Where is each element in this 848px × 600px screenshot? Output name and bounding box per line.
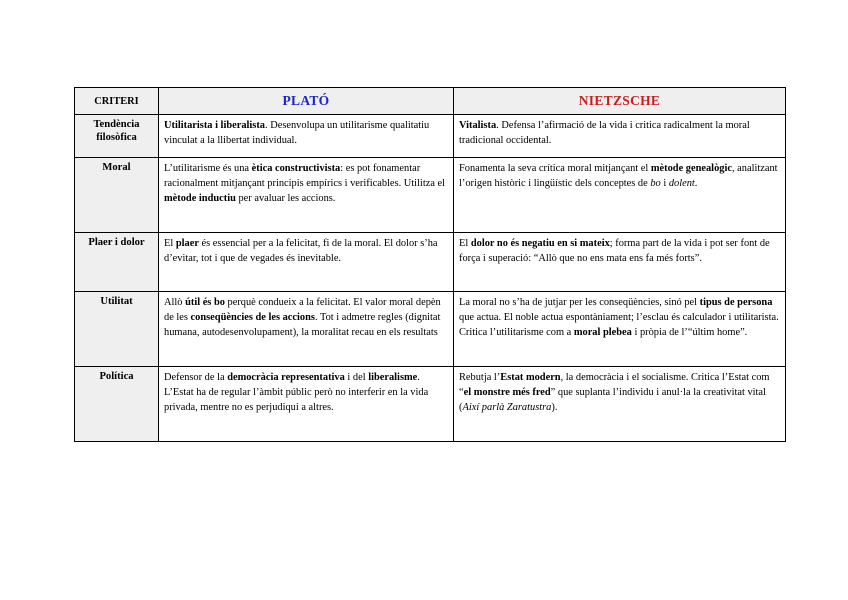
nietzsche-cell xyxy=(454,367,786,442)
bold-run: tipus de persona xyxy=(699,297,773,308)
text-run: que actua. El noble actua espontàniament; l’esclau és calculador i utilitarista. Critica l’utilitarisme com a xyxy=(459,312,779,338)
nietzsche-cell xyxy=(454,292,786,367)
plato-cell xyxy=(159,158,454,233)
text-run: El xyxy=(459,238,471,249)
text-run: i xyxy=(660,178,669,189)
text-run: El xyxy=(164,238,176,249)
header-nietzsche: NIETZSCHE xyxy=(454,88,786,115)
text-run: ; forma part de la vida i pot ser font de força i superació: “Allò que no ens mata ens fa més forts”. xyxy=(459,238,770,264)
text-run: per avaluar les accions. xyxy=(235,193,336,204)
header-row xyxy=(75,88,786,115)
header-plato: PLATÓ xyxy=(159,88,454,115)
text-run: Defensor de la xyxy=(164,372,228,383)
nietzsche-cell xyxy=(454,158,786,233)
text-run: ). xyxy=(551,402,558,413)
criterion-cell: Moral xyxy=(75,158,159,233)
text-run: . Desenvolupa un utilitarisme qualitatiu vinculat a la llibertat individual. xyxy=(164,120,430,146)
header-criteri: CRITERI xyxy=(75,88,159,115)
table-row xyxy=(75,233,786,292)
text-run: ” que suplanta l’individu i anul·la la creativitat vital ( xyxy=(459,387,766,413)
text-run: perquè condueix a la felicitat. El valor moral depèn de les xyxy=(164,297,441,323)
criterion-cell: Utilitat xyxy=(75,292,159,367)
text-run: és essencial per a la felicitat, fi de la moral. El dolor s’ha d’evitar, tot i que de vegades és inevitable. xyxy=(164,238,438,264)
bold-run: Estat modern xyxy=(500,372,561,383)
bold-run: dolor no és negatiu en si mateix xyxy=(470,238,610,249)
text-run: i del xyxy=(344,372,369,383)
table-row xyxy=(75,367,786,442)
criterion-cell: Plaer i dolor xyxy=(75,233,159,292)
text-run: . Defensa l’afirmació de la vida i critica radicalment la moral tradicional occidental. xyxy=(459,120,750,146)
text-run: Allò xyxy=(164,297,186,308)
plato-cell xyxy=(159,367,454,442)
text-run: . Tot i admetre regles (dignitat humana, autodesenvolupament), la moralitat recau en els resultats xyxy=(164,312,441,338)
bold-run: conseqüències de les accions xyxy=(190,312,315,323)
table-row xyxy=(75,115,786,158)
text-run: i pròpia de l’“últim home”. xyxy=(631,327,748,338)
criterion-cell: Política xyxy=(75,367,159,442)
plato-cell xyxy=(159,292,454,367)
bold-run: Utilitarista i liberalista xyxy=(164,120,266,131)
plato-cell xyxy=(159,233,454,292)
bold-run: mètode genealògic xyxy=(650,163,732,174)
bold-run: liberalisme xyxy=(368,372,418,383)
nietzsche-cell xyxy=(454,233,786,292)
text-run: Fonamenta la seva crítica moral mitjançant el xyxy=(459,163,651,174)
text-run: Rebutja l’ xyxy=(459,372,501,383)
table-row xyxy=(75,292,786,367)
text-run: . L’Estat ha de regular l’àmbit públic però no interferir en la vida privada, mentre no es perjudiqui a altres. xyxy=(164,372,429,413)
text-run: , la democràcia i el socialisme. Critica l’Estat com “ xyxy=(459,372,770,398)
criterion-cell: Tendència filosòfica xyxy=(75,115,159,158)
bold-run: el monstre més fred xyxy=(463,387,551,398)
bold-run: plaer xyxy=(175,238,199,249)
bold-run: útil és bo xyxy=(185,297,225,308)
text-run: La moral no s’ha de jutjar per les conseqüències, sinó pel xyxy=(459,297,700,308)
bold-run: Vitalista xyxy=(459,120,497,131)
italic-run: bo xyxy=(650,178,661,189)
bold-run: mètode inductiu xyxy=(164,193,236,204)
nietzsche-cell xyxy=(454,115,786,158)
bold-run: democràcia representativa xyxy=(227,372,345,383)
comparison-table xyxy=(74,87,786,442)
text-run: L’utilitarisme és una xyxy=(164,163,252,174)
plato-cell xyxy=(159,115,454,158)
text-run: . xyxy=(694,178,698,189)
table-row xyxy=(75,158,786,233)
text-run: , analitzant l’origen històric i lingüístic dels conceptes de xyxy=(459,163,778,189)
bold-run: moral plebea xyxy=(573,327,632,338)
text-run: : es pot fonamentar racionalment mitjançant principis empírics i verificables. Utilitza el xyxy=(164,163,446,189)
bold-run: ètica constructivista xyxy=(251,163,341,174)
italic-run: Així parlà Zaratustra xyxy=(462,402,552,413)
italic-run: dolent xyxy=(668,178,695,189)
